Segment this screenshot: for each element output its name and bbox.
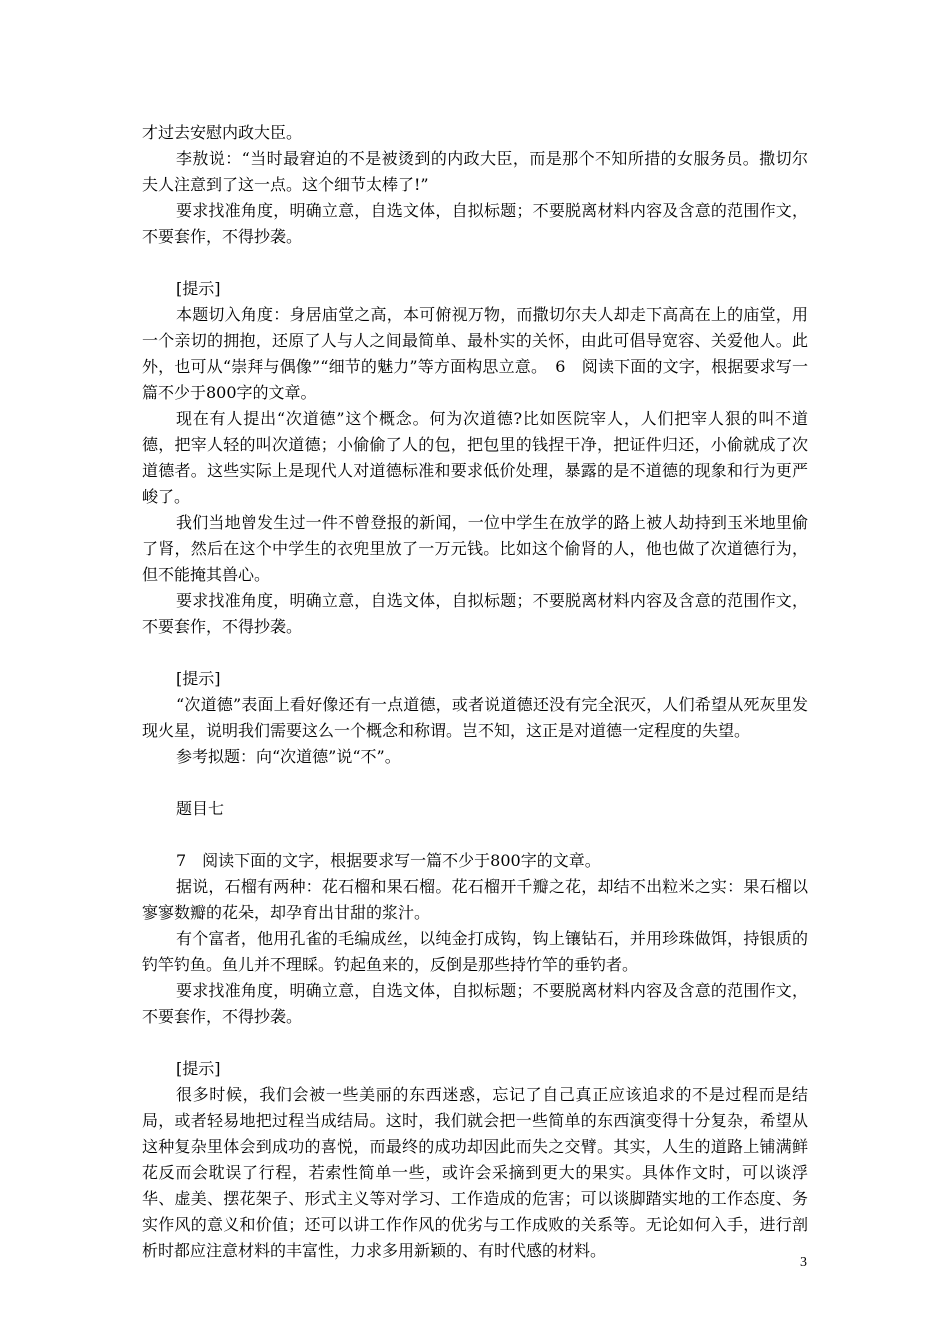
blank-line (142, 1030, 808, 1056)
paragraph: [提示] (176, 1059, 221, 1078)
blank-line (142, 770, 808, 796)
paragraph: 很多时候，我们会被一些美丽的东西迷惑，忘记了自己真正应该追求的不是过程而是结局，或者轻易地把过程当成结局。这时，我们就会把一些简单的东西演变得十分复杂，希望从这种复杂里体会到成功的喜悦，而最终的成功却因此而失之交臂。其实，人生的道路上铺满鲜花反而会耽误了行程，若索性简单一些，或许会采摘到更大的果实。具体作文时，可以谈浮华、虚美、摆花架子、形式主义等对学习、工作造成的危害；可以谈脚踏实地的工作态度、务实作风的意义和价值；还可以讲工作作风的优劣与工作成败的关系等。无论如何入手，进行剖析时都应注意材料的丰富性，力求多用新颖的、有时代感的材料。 (142, 1085, 808, 1260)
paragraph: “次道德”表面上看好像还有一点道德，或者说道德还没有完全泯灭，人们希望从死灰里发现火星，说明我们需要这么一个概念和称谓。岂不知，这正是对道德一定程度的失望。 (142, 695, 808, 740)
paragraph: 才过去安慰内政大臣。 (142, 123, 303, 142)
paragraph: 7 阅读下面的文字，根据要求写一篇不少于800字的文章。 (176, 851, 601, 870)
paragraph: [提示] (176, 669, 221, 688)
paragraph: 有个富者，他用孔雀的毛编成丝，以纯金打成钩，钩上镶钻石，并用珍珠做饵，持银质的钓竿钓鱼。鱼儿并不理睬。钓起鱼来的，反倒是那些持竹竿的垂钓者。 (142, 929, 808, 974)
paragraph: 据说，石榴有两种：花石榴和果石榴。花石榴开千瓣之花，却结不出粒米之实：果石榴以寥寥数瓣的花朵，却孕育出甘甜的浆汁。 (142, 877, 808, 922)
paragraph: 题目七 (176, 799, 225, 818)
paragraph: 李敖说：“当时最窘迫的不是被烫到的内政大臣，而是那个不知所措的女服务员。撒切尔夫人注意到了这一点。这个细节太棒了!” (142, 149, 808, 194)
paragraph: 要求找准角度，明确立意，自选文体，自拟标题；不要脱离材料内容及含意的范围作文，不要套作，不得抄袭。 (142, 591, 808, 636)
page-number: 3 (800, 1255, 807, 1270)
blank-line (142, 822, 808, 848)
paragraph: [提示] (176, 279, 221, 298)
paragraph: 我们当地曾发生过一件不曾登报的新闻，一位中学生在放学的路上被人劫持到玉米地里偷了肾，然后在这个中学生的衣兜里放了一万元钱。比如这个偷肾的人，他也做了次道德行为，但不能掩其兽心。 (142, 513, 808, 584)
blank-line (142, 250, 808, 276)
document-body (142, 120, 808, 1264)
paragraph: 要求找准角度，明确立意，自选文体，自拟标题；不要脱离材料内容及含意的范围作文，不要套作，不得抄袭。 (142, 981, 808, 1026)
paragraph: 要求找准角度，明确立意，自选文体，自拟标题；不要脱离材料内容及含意的范围作文，不要套作，不得抄袭。 (142, 201, 808, 246)
paragraph: 参考拟题：向“次道德”说“不”。 (176, 747, 401, 766)
blank-line (142, 640, 808, 666)
paragraph: 本题切入角度：身居庙堂之高，本可俯视万物，而撒切尔夫人却走下高高在上的庙堂，用一个亲切的拥抱，还原了人与人之间最简单、最朴实的关怀，由此可倡导宽容、关爱他人。此外，也可从“崇拜与偶像”“细节的魅力”等方面构思立意。 6 阅读下面的文字，根据要求写一篇不少于800字的文章。 (142, 305, 808, 402)
paragraph: 现在有人提出“次道德”这个概念。何为次道德?比如医院宰人，人们把宰人狠的叫不道德，把宰人轻的叫次道德；小偷偷了人的包，把包里的钱捏干净，把证件归还，小偷就成了次道德者。这些实际上是现代人对道德标准和要求低价处理，暴露的是不道德的现象和行为更严峻了。 (142, 409, 808, 506)
